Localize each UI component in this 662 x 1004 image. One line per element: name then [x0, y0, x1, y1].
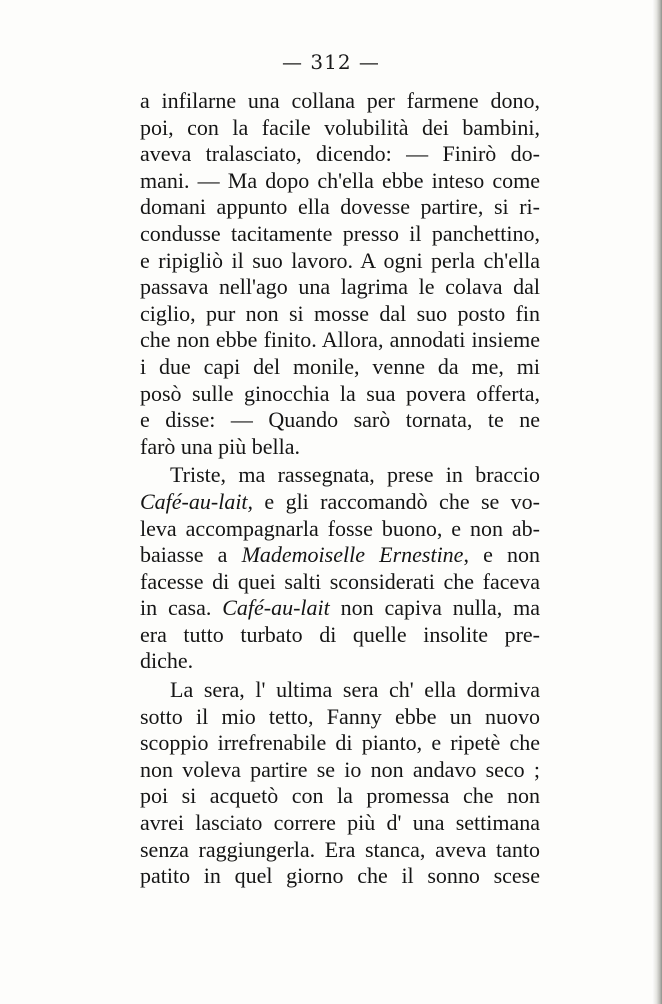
- text-fragment: e gli raccomandò che se vo-: [253, 488, 540, 514]
- text-line: senza raggiungerla. Era stanca, aveva tanto: [140, 836, 540, 862]
- text-line: passava nell'ago una lagrima le colava dal: [140, 274, 540, 300]
- text-line: era tutto turbato di quelle insolite pre-: [140, 621, 540, 647]
- text-line: scoppio irrefrenabile di pianto, e ripetè che: [140, 730, 540, 756]
- italic-title: Café-au-lait: [222, 595, 330, 621]
- text-line: e disse: — Quando sarò tornata, te ne: [140, 407, 540, 433]
- text-line: ciglio, pur non si mosse dal suo posto fin: [140, 300, 540, 326]
- text-line: posò sulle ginocchia la sua povera offerta,: [140, 380, 540, 406]
- text-line: patito in quel giorno che il sonno scese: [140, 863, 540, 889]
- text-line: domani appunto ella dovesse partire, si ri-: [140, 194, 540, 220]
- text-line: poi si acquetò con la promessa che non: [140, 783, 540, 809]
- italic-name: Mademoiselle Ernestine: [241, 542, 464, 568]
- text-line: aveva tralasciato, dicendo: — Finirò do-: [140, 141, 540, 167]
- page-number: — 312 —: [282, 50, 380, 74]
- text-line: e ripigliò il suo lavoro. A ogni perla ch'ella: [140, 247, 540, 273]
- text-fragment: baiasse a: [140, 542, 242, 568]
- text-line: [140, 542, 540, 569]
- text-line: a infilarne una collana per farmene dono,: [140, 88, 540, 113]
- text-line: leva accompagnarla fosse buono, e non ab-: [140, 515, 540, 541]
- text-line: mani. — Ma dopo ch'ella ebbe inteso come: [140, 167, 540, 193]
- text-line: i due capi del monile, venne da me, mi: [140, 353, 540, 379]
- text-line: [140, 489, 540, 516]
- italic-title: Café-au-lait,: [140, 488, 254, 514]
- text-line: avrei lasciato correre più d' una settimana: [140, 810, 540, 836]
- text-fragment: in casa.: [140, 595, 223, 621]
- paragraph-1: [140, 88, 540, 460]
- page-edge-shadow: [652, 0, 662, 1004]
- text-fragment: , e non: [463, 542, 540, 568]
- text-fragment: non capiva nulla, ma: [329, 595, 540, 621]
- text-line: sotto il mio tetto, Fanny ebbe un nuovo: [140, 703, 540, 729]
- text-line: Triste, ma rassegnata, prese in braccio: [170, 462, 540, 488]
- text-line: [140, 595, 540, 622]
- text-line: non voleva partire se io non andavo seco ;: [140, 756, 540, 782]
- text-line: condusse tacitamente presso il panchettino,: [140, 220, 540, 246]
- text-line: poi, con la facile volubilità dei bambini,: [140, 114, 540, 140]
- text-line: La sera, l' ultima sera ch' ella dormiva: [170, 677, 540, 703]
- text-line: facesse di quei salti sconsiderati che faceva: [140, 568, 540, 594]
- text-line: che non ebbe finito. Allora, annodati insieme: [140, 327, 540, 353]
- text-line: diche.: [140, 648, 194, 674]
- body-text: [140, 88, 540, 890]
- paragraph-2: [140, 462, 540, 675]
- text-line: farò una più bella.: [140, 433, 301, 459]
- paragraph-3: [140, 677, 540, 890]
